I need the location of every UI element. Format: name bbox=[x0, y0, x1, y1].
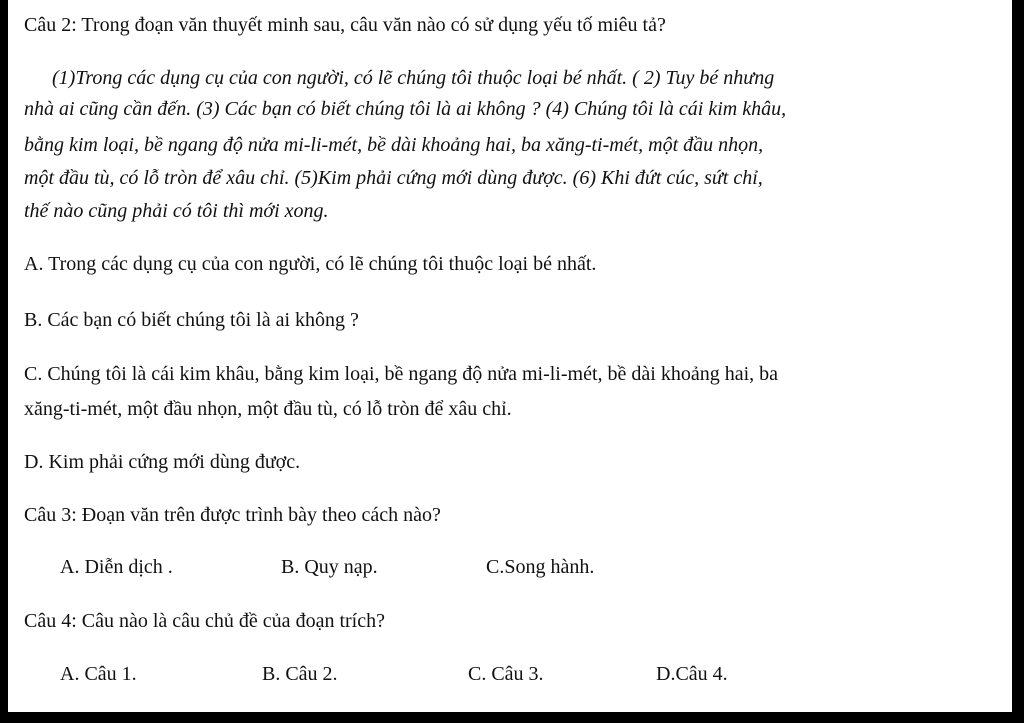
q4-option-a: A. Câu 1. bbox=[60, 663, 137, 685]
passage-line-3: bằng kim loại, bề ngang độ nửa mi-li-mét, bề dài khoảng hai, ba xăng-ti-mét, một đầu nhọn, bbox=[24, 134, 764, 156]
document-page bbox=[8, 0, 1012, 712]
question-2-text: Câu 2: Trong đoạn văn thuyết minh sau, câu văn nào có sử dụng yếu tố miêu tả? bbox=[24, 14, 666, 36]
passage-line-4: một đầu tù, có lỗ tròn để xâu chỉ. (5)Kim phải cứng mới dùng được. (6) Khi đứt cúc, sứt chỉ, bbox=[24, 167, 763, 189]
passage-line-5: thế nào cũng phải có tôi thì mới xong. bbox=[24, 200, 329, 222]
q2-option-b: B. Các bạn có biết chúng tôi là ai không ? bbox=[24, 309, 359, 331]
q2-option-c-line-1: C. Chúng tôi là cái kim khâu, bằng kim loại, bề ngang độ nửa mi-li-mét, bề dài khoảng hai, ba bbox=[24, 363, 779, 385]
q2-option-c-line-2: xăng-ti-mét, một đầu nhọn, một đầu tù, có lỗ tròn để xâu chỉ. bbox=[24, 398, 512, 420]
question-3-text: Câu 3: Đoạn văn trên được trình bày theo cách nào? bbox=[24, 504, 441, 526]
passage-line-2: nhà ai cũng cần đến. (3) Các bạn có biết chúng tôi là ai không ? (4) Chúng tôi là cái kim khâu, bbox=[24, 98, 787, 120]
q4-option-d: D.Câu 4. bbox=[656, 663, 728, 685]
q4-option-b: B. Câu 2. bbox=[262, 663, 338, 685]
passage-line-1: (1)Trong các dụng cụ của con người, có lẽ chúng tôi thuộc loại bé nhất. ( 2) Tuy bé nhưng bbox=[52, 67, 775, 89]
q4-option-c: C. Câu 3. bbox=[468, 663, 544, 685]
q3-option-a: A. Diễn dịch . bbox=[60, 556, 173, 578]
q3-option-b: B. Quy nạp. bbox=[281, 556, 378, 578]
q3-option-c: C.Song hành. bbox=[486, 556, 595, 578]
question-4-text: Câu 4: Câu nào là câu chủ đề của đoạn trích? bbox=[24, 610, 385, 632]
q2-option-a: A. Trong các dụng cụ của con người, có lẽ chúng tôi thuộc loại bé nhất. bbox=[24, 253, 597, 275]
q2-option-d: D. Kim phải cứng mới dùng được. bbox=[24, 451, 301, 473]
